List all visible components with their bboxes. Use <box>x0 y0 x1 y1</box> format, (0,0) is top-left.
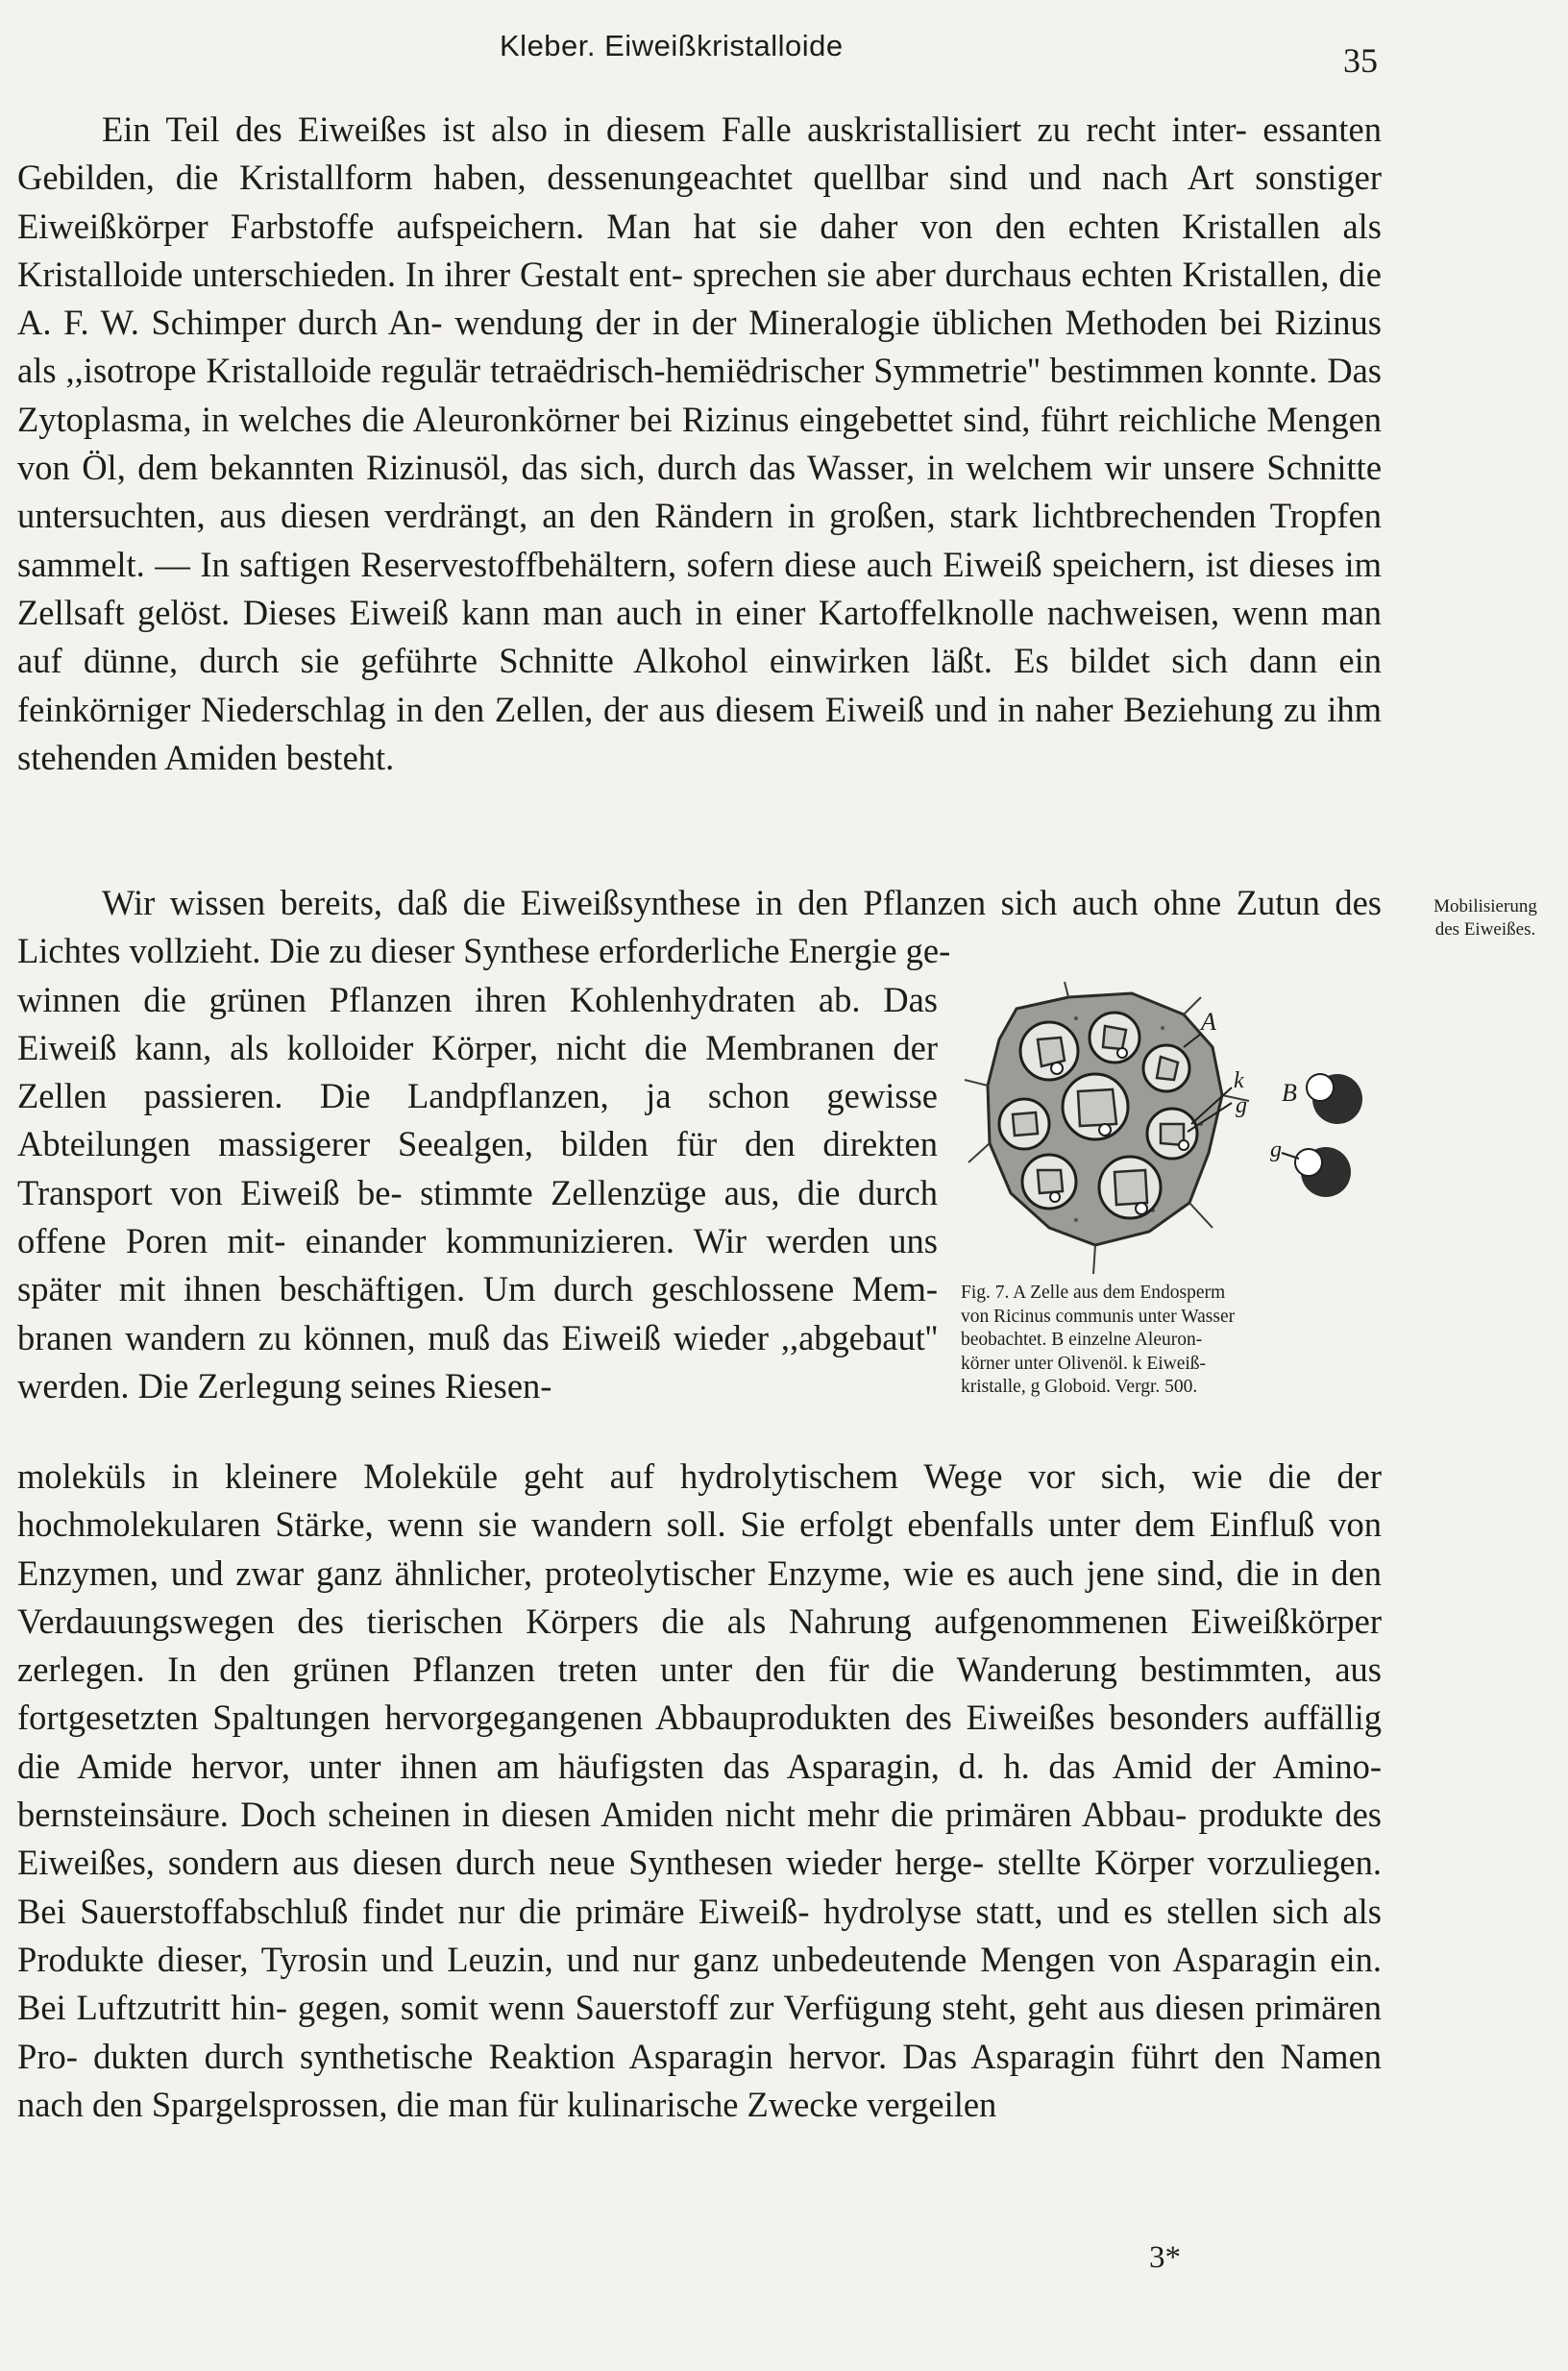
page-number: 35 <box>1343 41 1378 80</box>
text-line: bilden für den direkten Transport von Eiweiß be- <box>17 1124 938 1212</box>
paragraph-narrow-part <box>17 976 938 1411</box>
text-line: sprechen sie aber durchaus echten Kristallen, die A. F. W. Schimper durch An- <box>17 254 1382 343</box>
text-line: hydrolyse statt, und es stellen sich als Produkte dieser, Tyrosin und Leuzin, <box>17 1891 1382 1979</box>
text-line: wendung der in der Mineralogie üblichen Methoden bei Rizinus als ,,isotrope <box>17 303 1382 391</box>
page-header <box>0 29 1568 86</box>
caption-line: beobachtet. B einzelne Aleuron- <box>961 1330 1203 1350</box>
text-line: ab. Das Eiweiß kann, als kolloider Körper, nicht die <box>17 979 939 1067</box>
text-line: essanten Gebilden, die Kristallform haben, dessenungeachtet quellbar sind <box>17 110 1382 198</box>
text-line: Namen nach den Spargelsprossen, die man für kulinarische Zwecke vergeilen <box>17 2036 1383 2124</box>
caption-line: kristalle, g Globoid. Vergr. 500. <box>961 1377 1198 1397</box>
text-line: und nach Art sonstiger Eiweißkörper Farbstoffe aufspeichern. Man hat sie daher <box>17 158 1383 246</box>
text-line: wie es auch jene sind, die in den Verdauungswegen des tierischen Körpers die <box>17 1552 1383 1641</box>
caption-line: körner unter Olivenöl. k Eiweiß- <box>961 1353 1207 1374</box>
text-line: dukten durch synthetische Reaktion Asparagin hervor. Das Asparagin führt den <box>93 2036 1265 2076</box>
text-line: winnen die grünen Pflanzen ihren Kohlenhydraten <box>17 979 796 1019</box>
text-line: von den echten Kristallen als Kristalloide unterschieden. In ihrer Gestalt ent- <box>17 206 1383 294</box>
text-line: Kristalloide regulär tetraëdrisch-hemiëdrischer Symmetrie'' bestimmen konnte. <box>206 351 1318 391</box>
paragraph-continuation <box>17 1453 1382 2129</box>
text-line: treten unter den für die Wanderung bestimmten, aus fortgesetzten Spaltungen <box>17 1650 1382 1738</box>
text-line: ,,abgebaut'' werden. Die Zerlegung seines Riesen- <box>17 1317 938 1405</box>
text-line: Membranen der Zellen passieren. Die Landpflanzen, <box>17 1027 938 1116</box>
text-line: hervorgegangenen Abbauprodukten des Eiweißes besonders auffällig die Amide <box>17 1698 1382 1786</box>
text-line: hervor, unter ihnen am häufigsten das Asparagin, d. h. das Amid der Amino- <box>191 1746 1383 1786</box>
paragraph-block-3 <box>17 1453 1382 2129</box>
figure-label: A <box>1201 1008 1216 1036</box>
marginal-note <box>1403 895 1568 941</box>
caption-line: von Ricinus communis unter Wasser <box>961 1306 1236 1327</box>
text-line: Zutun des Lichtes vollzieht. Die zu dieser Synthese erforderliche Energie ge- <box>17 883 1383 971</box>
endosperm-cell-drawing <box>961 980 1384 1278</box>
text-line: in welchem wir unsere Schnitte untersuchten, aus diesen verdrängt, an den <box>17 448 1383 536</box>
paragraph <box>17 106 1382 782</box>
figure-caption <box>961 1282 1384 1400</box>
text-line: ja schon gewisse Abteilungen massigerer Seealgen, <box>17 1076 938 1164</box>
caption-line: Fig. 7. A Zelle aus dem Endosperm <box>961 1283 1226 1303</box>
text-line: branen wandern zu können, muß das Eiweiß wieder <box>17 1317 770 1357</box>
text-line: stellte Körper vorzuliegen. Bei Sauerstoffabschluß findet nur die primäre Eiweiß- <box>17 1843 1382 1931</box>
text-line: moleküls in kleinere Moleküle geht auf hydrolytischem Wege vor sich, wie die <box>17 1456 1311 1496</box>
text-line: gelöst. Dieses Eiweiß kann man auch in einer Kartoffelknolle nachweisen, wenn <box>136 592 1309 632</box>
text-line: Reservestoffbehältern, sofern diese auch Eiweiß speichern, ist dieses im Zellsaft <box>17 544 1382 632</box>
text-line: gegen, somit wenn Sauerstoff zur Verfügung steht, geht aus diesen primären Pro- <box>17 1988 1382 2076</box>
text-line: produkte des Eiweißes, sondern aus diesen durch neue Synthesen wieder herge- <box>17 1795 1382 1883</box>
text-line: als Nahrung aufgenommenen Eiweißkörper zerlegen. In den grünen Pflanzen <box>17 1601 1382 1690</box>
text-line: stimmte Zellenzüge aus, die durch offene Poren mit- <box>17 1172 938 1261</box>
running-title: Kleber. Eiweißkristalloide <box>500 29 844 62</box>
text-line: Ein Teil des Eiweißes ist also in diesem Falle auskristallisiert zu recht inter- <box>102 110 1247 149</box>
text-line: man auf dünne, durch sie geführte Schnitte Alkohol einwirken läßt. Es bildet <box>17 592 1383 681</box>
figure-label: B <box>1282 1079 1297 1107</box>
text-line: dem Einfluß von Enzymen, und zwar ganz ähnlicher, proteolytischer Enzyme, <box>17 1504 1382 1593</box>
text-line: und in naher Beziehung zu ihm stehenden Amiden besteht. <box>17 689 1382 777</box>
text-line: Das Zytoplasma, in welches die Aleuronkörner bei Rizinus eingebettet sind, führt <box>17 351 1383 439</box>
paragraph-block-1 <box>17 106 1382 782</box>
text-line: sich dann ein feinkörniger Niederschlag in den Zellen, der aus diesem Eiweiß <box>17 641 1382 729</box>
marginal-note-line: Mobilisierung <box>1433 896 1537 917</box>
text-line: einander kommunizieren. Wir werden uns später mit <box>17 1221 939 1309</box>
text-line: bernsteinsäure. Doch scheinen in diesen Amiden nicht mehr die primären Abbau- <box>17 1795 1188 1835</box>
figure-label: g <box>1270 1137 1282 1162</box>
text-line: reichliche Mengen von Öl, dem bekannten Rizinusöl, das sich, durch das Wasser, <box>17 399 1383 488</box>
text-line: der hochmolekularen Stärke, wenn sie wandern soll. Sie erfolgt ebenfalls unter <box>17 1456 1382 1545</box>
figure-label: k <box>1234 1068 1244 1093</box>
marginal-note-line: des Eiweißes. <box>1434 919 1536 940</box>
text-line: Rändern in großen, stark lichtbrechenden Tropfen sammelt. — In saftigen <box>17 496 1383 584</box>
text-line: und nur ganz unbedeutende Mengen von Asparagin ein. Bei Luftzutritt hin- <box>17 1939 1382 2028</box>
signature-mark: 3* <box>1149 2240 1181 2275</box>
text-line: ihnen beschäftigen. Um durch geschlossene Mem- <box>183 1269 939 1309</box>
paragraph-wide-part <box>17 879 1382 976</box>
text-line: Wir wissen bereits, daß die Eiweißsynthese in den Pflanzen sich auch ohne <box>102 883 1222 922</box>
figure-label: g <box>1236 1093 1247 1118</box>
